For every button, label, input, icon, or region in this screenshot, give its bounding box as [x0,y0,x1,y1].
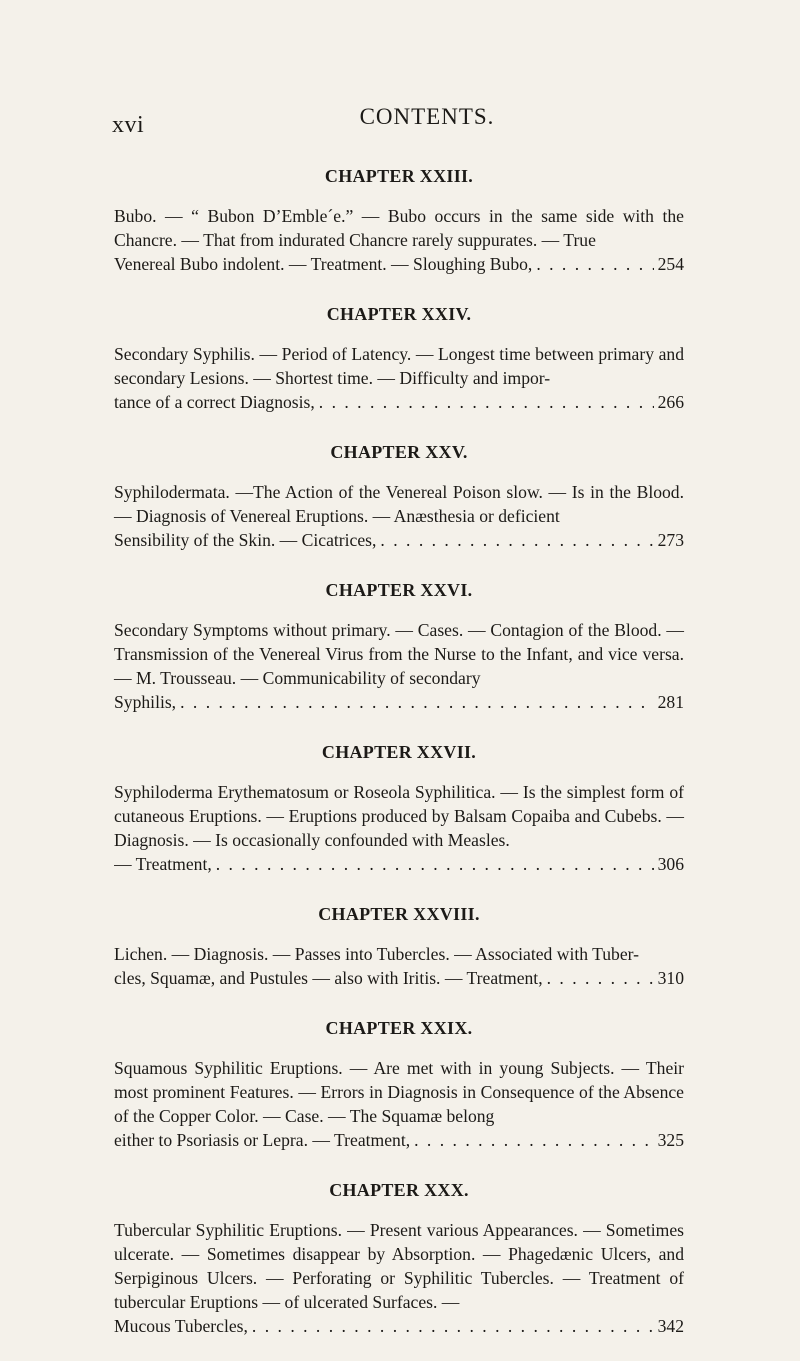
chapter-page-number: 306 [657,854,684,874]
chapter-summary-last-line [114,252,684,276]
chapter-summary-text: Syphilodermata. —The Action of the Venereal Poison slow. — Is in the Blood. — Diagnosis of Venereal Eruptions. — Anæsthesia or deficient [114,482,684,526]
table-of-contents [114,164,684,1338]
chapter-summary-tail: — Treatment, [114,854,212,874]
chapter-summary-last-line [114,1128,684,1152]
chapter-heading: CHAPTER XXIII. [324,166,474,186]
chapter-summary-text: Tubercular Syphilitic Eruptions. — Present various Appearances. — Sometimes ulcerate. — Sometimes disappear by Absorption. — Phagedænic Ulcers, and Serpiginous Ulcers. — Perforating or Syphilitic Tubercles. — Treatment of tubercular Eruptions — of ulcerated Surfaces. — [114,1220,684,1312]
chapter-summary-text: Syphiloderma Erythematosum or Roseola Syphilitica. — Is the simplest form of cutaneous Eruptions. — Eruptions produced by Balsam Copaiba and Cubebs. — Diagnosis. — Is occasionally confounded with Measles. [114,782,684,850]
chapter-summary-last-line [114,852,684,876]
chapter-heading: CHAPTER XXIX. [325,1018,473,1038]
chapter-page-number: 310 [657,968,684,988]
chapter-summary-text: Squamous Syphilitic Eruptions. — Are met with in young Subjects. — Their most prominent Features. — Errors in Diagnosis in Consequence of the Absence of the Copper Color. — Case. — The Squamæ belong [114,1058,684,1126]
chapter-summary-last-line [114,966,684,990]
chapter-heading: CHAPTER XXVIII. [318,904,480,924]
chapter-entry [114,1178,684,1338]
chapter-summary [114,480,684,552]
chapter-entry [114,440,684,552]
chapter-heading: CHAPTER XXV. [330,442,468,462]
page-number: xvi [112,112,145,138]
chapter-summary-tail: cles, Squamæ, and Pustules — also with Iritis. — Treatment, [114,968,543,988]
chapter-summary-text: Secondary Syphilis. — Period of Latency. — Longest time between primary and secondary Lesions. — Shortest time. — Difficulty and impor- [114,344,684,388]
dot-leader [315,390,654,414]
chapter-page-number: 325 [657,1130,684,1150]
chapter-summary [114,342,684,414]
chapter-page-number: 254 [657,254,684,274]
dot-leader [532,252,654,276]
chapter-page-number: 342 [657,1316,684,1336]
chapter-summary [114,1218,684,1338]
chapter-summary-text: Secondary Symptoms without primary. — Cases. — Contagion of the Blood. — Transmission of the Venereal Virus from the Nurse to the Infant, and vice versa. — M. Trousseau. — Communicability of secondary [114,620,684,688]
chapter-summary-text: Lichen. — Diagnosis. — Passes into Tubercles. — Associated with Tuber- [114,944,640,964]
dot-leader [410,1128,654,1152]
dot-leader [176,690,654,714]
chapter-entry [114,1016,684,1152]
dot-leader [248,1314,654,1338]
dot-leader [543,966,654,990]
chapter-heading: CHAPTER XXX. [329,1180,469,1200]
chapter-summary [114,204,684,276]
dot-leader [376,528,654,552]
chapter-summary-tail: Venereal Bubo indolent. — Treatment. — Sloughing Bubo, [114,254,533,274]
chapter-entry [114,164,684,276]
chapter-summary-last-line [114,528,684,552]
chapter-entry [114,902,684,990]
chapter-heading: CHAPTER XXVI. [325,580,473,600]
chapter-heading: CHAPTER XXIV. [326,304,472,324]
chapter-summary-last-line [114,690,684,714]
chapter-summary-tail: Mucous Tubercles, [114,1316,248,1336]
running-head [112,104,732,138]
chapter-summary-tail: tance of a correct Diagnosis, [114,392,315,412]
chapter-entry [114,578,684,714]
chapter-summary-tail: either to Psoriasis or Lepra. — Treatment, [114,1130,411,1150]
chapter-summary-last-line [114,1314,684,1338]
chapter-page-number: 281 [657,692,684,712]
chapter-summary-tail: Sensibility of the Skin. — Cicatrices, [114,530,377,550]
chapter-summary [114,618,684,714]
dot-leader [212,852,654,876]
chapter-summary-last-line [114,390,684,414]
chapter-page-number: 273 [657,530,684,550]
chapter-entry [114,302,684,414]
chapter-page-number: 266 [657,392,684,412]
chapter-summary [114,1056,684,1152]
page-title: CONTENTS. [359,104,495,129]
chapter-heading: CHAPTER XXVII. [321,742,477,762]
chapter-entry [114,740,684,876]
chapter-summary [114,942,684,990]
chapter-summary [114,780,684,876]
chapter-summary-tail: Syphilis, [114,692,177,712]
chapter-summary-text: Bubo. — “ Bubon D’Emble´e.” — Bubo occurs in the same side with the Chancre. — That from indurated Chancre rarely suppurates. — True [114,206,684,250]
